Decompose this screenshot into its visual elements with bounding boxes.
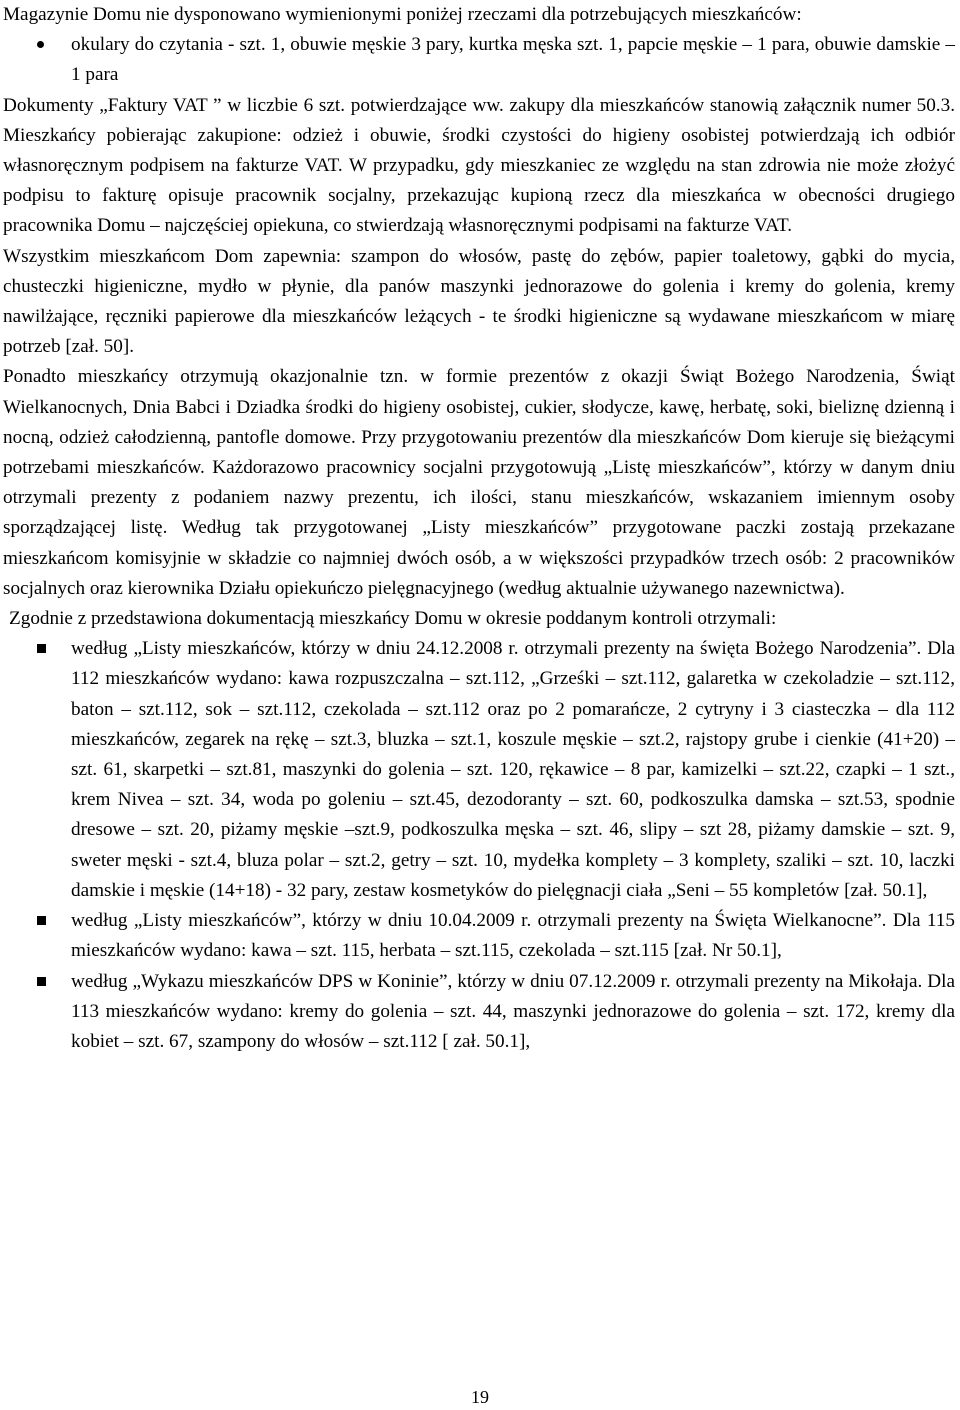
gifts-list (3, 634, 955, 1057)
missing-items-list (3, 30, 955, 90)
document-page (3, 0, 955, 1057)
intro-paragraph: Magazynie Domu nie dysponowano wymienionymi poniżej rzeczami dla potrzebujących mieszkańców: (3, 4, 802, 25)
list-item: według „Wykazu mieszkańców DPS w Koninie”, którzy w dniu 07.12.2009 r. otrzymali prezenty na Mikołaja. Dla 113 mieszkańców wydano: kremy do golenia – szt. 44, maszynki jednorazowe do golenia – szt. 172, kremy dla kobiet – szt. 67, szampony do włosów – szt.112 [ zał. 50.1], (3, 967, 955, 1058)
list-item: według „Listy mieszkańców, którzy w dniu 24.12.2008 r. otrzymali prezenty na święta Bożego Narodzenia”. Dla 112 mieszkańców wydano: kawa rozpuszczalna – szt.112, „Grześki – szt.112, galaretka w czekoladzie – szt.112, baton – szt.112, sok – szt.112, czekolada – szt.112 oraz po 2 pomarańcze, 2 cytryny i 3 ciasteczka – dla 112 mieszkańców, zegarek na rękę – szt.3, bluzka – szt.1, koszule męskie – szt.2, rajstopy grube i cienkie (41+20) – szt. 61, skarpetki – szt.81, maszynki do golenia – szt. 120, rękawice – 8 par, kamizelki – szt.22, czapki – 1 szt., krem Nivea – szt. 34, woda po goleniu – szt.45, dezodoranty – szt. 60, podkoszulka damska – szt.53, spodnie dresowe – szt. 20, piżamy męskie –szt.9, podkoszulka męska – szt. 46, slipy – szt 28, piżamy damskie – szt. 9, sweter męski - szt.4, bluza polar – szt.2, getry – szt. 10, mydełka komplety – 3 komplety, szaliki – szt. 10, laczki damskie i męskie (14+18) - 32 pary, zestaw kosmetyków do pielęgnacji ciała „Seni – 55 kompletów [zał. 50.1], (3, 634, 955, 906)
list-item: według „Listy mieszkańców”, którzy w dniu 10.04.2009 r. otrzymali prezenty na Święta Wielkanocne”. Dla 115 mieszkańców wydano: kawa – szt. 115, herbata – szt.115, czekolada – szt.115 [zał. Nr 50.1], (3, 906, 955, 966)
paragraph-invoices: Dokumenty „Faktury VAT ” w liczbie 6 szt. potwierdzające ww. zakupy dla mieszkańców stanowią załącznik numer 50.3. Mieszkańcy pobierając zakupione: odzież i obuwie, środki czystości do higieny osobistej potwierdzają ich odbiór własnoręcznym podpisem na fakturze VAT. W przypadku, gdy mieszkaniec ze względu na stan zdrowia nie może złożyć podpisu to fakturę opisuje pracownik socjalny, przekazując kupioną rzecz dla mieszkańca w obecności drugiego pracownika Domu – najczęściej opiekuna, co stwierdzają własnoręcznymi podpisami na fakturze VAT. (3, 94, 955, 237)
page-number: 19 (471, 1387, 489, 1407)
list-item: okulary do czytania - szt. 1, obuwie męskie 3 pary, kurtka męska szt. 1, papcie męskie – 1 para, obuwie damskie – 1 para (3, 30, 955, 90)
paragraph-documentation: Zgodnie z przedstawiona dokumentacją mieszkańcy Domu w okresie poddanym kontroli otrzymali: (9, 608, 777, 630)
paragraph-hygiene: Wszystkim mieszkańcom Dom zapewnia: szampon do włosów, pastę do zębów, papier toaletowy, gąbki do mycia, chusteczki higieniczne, mydło w płynie, dla panów maszynki jednorazowe do golenia i kremy do golenia, kremy nawilżające, ręczniki papierowe dla mieszkańców leżących - te środki higieniczne są wydawane mieszkańcom w miarę potrzeb [zał. 50]. (3, 245, 955, 358)
paragraph-gifts: Ponadto mieszkańcy otrzymują okazjonalnie tzn. w formie prezentów z okazji Świąt Bożego Narodzenia, Świąt Wielkanocnych, Dnia Babci i Dziadka środki do higieny osobistej, cukier, słodycze, kawę, herbatę, soki, bieliznę dzienną i nocną, odzież całodzienną, pantofle domowe. Przy przygotowaniu prezentów dla mieszkańców Dom kieruje się bieżącymi potrzebami mieszkańców. Każdorazowo pracownicy socjalni przygotowują „Listę mieszkańców”, którzy w danym dniu otrzymali prezenty z podaniem nazwy prezentu, ich ilości, stanu mieszkańców, wskazaniem imiennym osoby sporządzającej listę. Według tak przygotowanej „Listy mieszkańców” przygotowane paczki zostają przekazane mieszkańcom komisyjnie w składzie co najmniej dwóch osób, a w większości przypadków trzech osób: 2 pracowników socjalnych oraz kierownika Działu opiekuńczo pielęgnacyjnego (według aktualnie używanego nazewnictwa). (3, 366, 955, 599)
